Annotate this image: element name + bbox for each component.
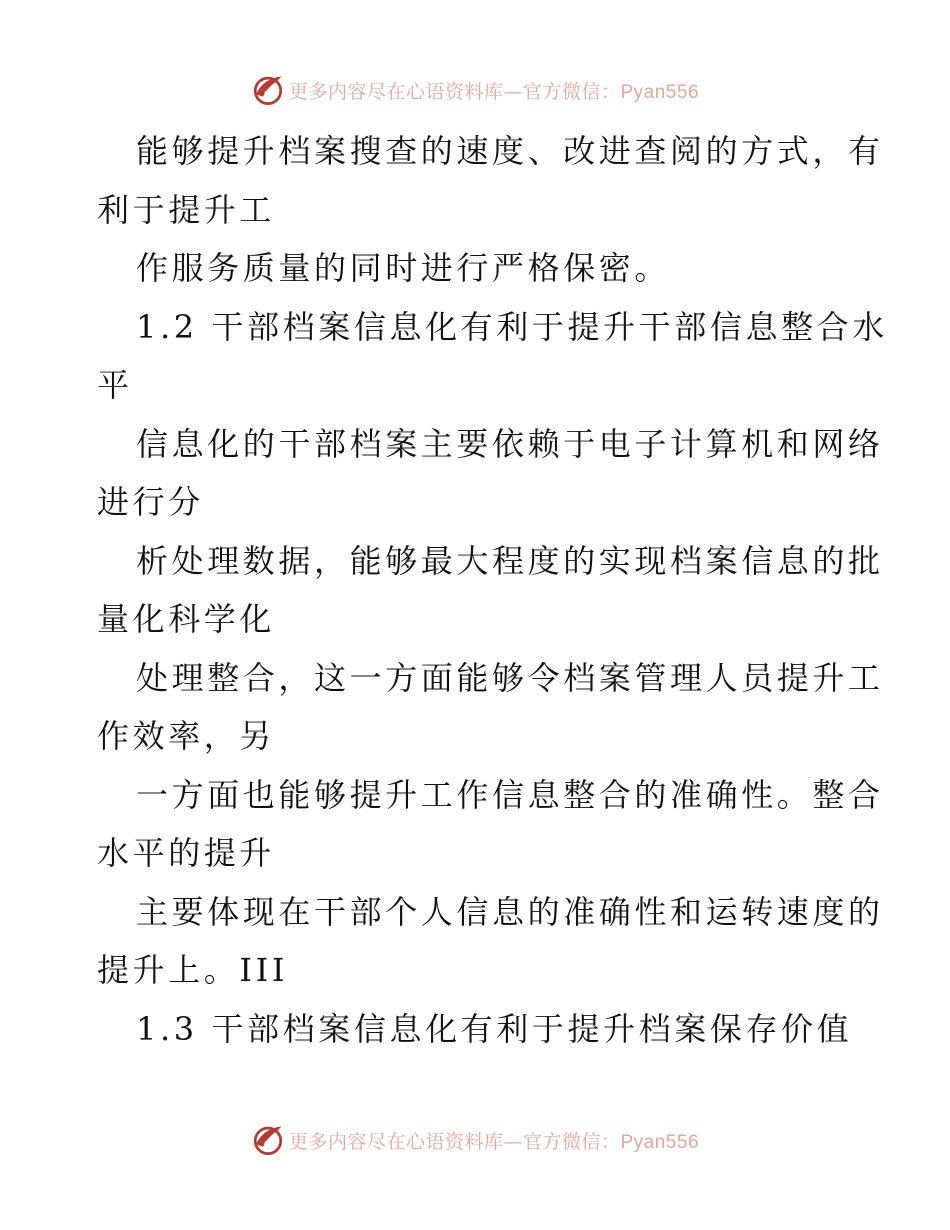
text-line: 利于提升工 [97,190,276,229]
text-line: 进行分 [97,483,204,521]
text-line: 水平的提升 [97,834,276,872]
text-line: 能够提升档案搜查的速度、改进查阅的方式，有 [136,132,884,170]
document-body [97,122,888,1058]
watermark-text: 更多内容尽在心语资料库—官方微信：Pyan556 [288,1130,700,1153]
text-line: 作效率，另 [97,717,276,755]
text-line: 作服务质量的同时进行严格保密。 [136,249,671,287]
watermark-text: 更多内容尽在心语资料库—官方微信：Pyan556 [288,80,700,103]
section-heading: 1.2 干部档案信息化有利于提升干部信息整合水 [136,307,888,346]
pen-circle-icon [251,73,285,107]
section-heading: 1.3 干部档案信息化有利于提升档案保存价值 [136,1009,853,1048]
text-line: 析处理数据，能够最大程度的实现档案信息的批 [136,541,884,580]
text-line: 一方面也能够提升工作信息整合的准确性。整合 [136,775,884,814]
text-line: 量化科学化 [97,600,276,638]
text-line: 提升上。III [97,951,289,989]
text-line: 主要体现在干部个人信息的准确性和运转速度的 [136,892,884,931]
text-line: 信息化的干部档案主要依赖于电子计算机和网络 [136,424,884,463]
watermark-wechat-id: Pyan556 [620,81,700,103]
text-line: 平 [97,366,133,404]
header-watermark [0,70,950,110]
footer-watermark [0,1120,950,1160]
watermark-wechat-id: Pyan556 [620,1131,700,1153]
text-line: 处理整合，这一方面能够令档案管理人员提升工 [136,658,884,697]
pen-circle-icon [251,1123,285,1157]
